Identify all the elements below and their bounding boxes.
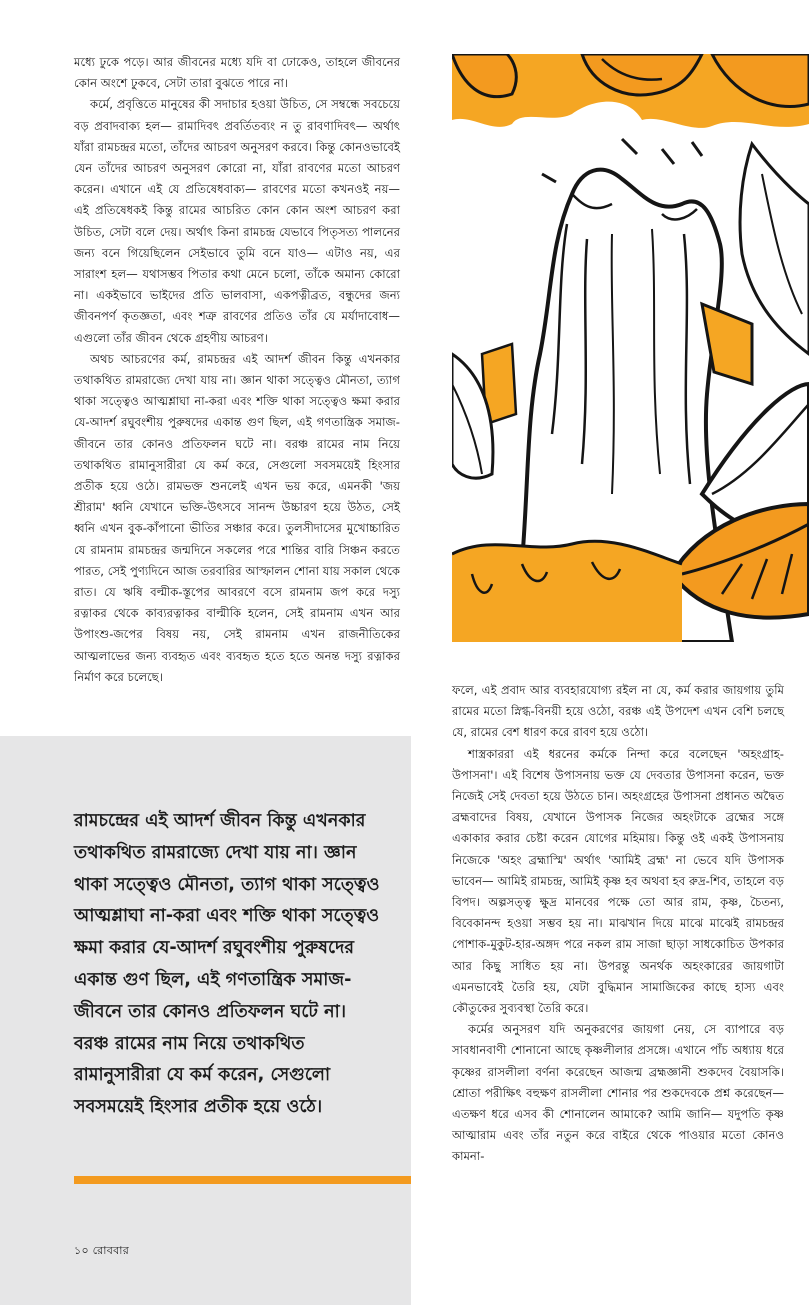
page-folio: ১০ রোববার — [74, 1244, 130, 1257]
tree-illustration — [452, 54, 809, 642]
body-paragraph: মধ্যে ঢুকে পড়ে। আর জীবনের মধ্যে যদি বা ঢোকেও, তাহলে জীবনের কোন অংশে ঢুকবে, সেটা তারা বুঝতে পারে না। — [74, 55, 400, 91]
body-paragraph: শাস্ত্রকাররা এই ধরনের কর্মকে নিন্দা করে বলেছেন 'অহংগ্রাহ-উপাসনা'। এই বিশেষ উপাসনায় ভক্ত যে দেবতার উপাসনা করেন, ভক্ত নিজেই সেই দেবতা হয়ে উঠতে চান। অহংগ্রহের উপাসনা প্রধানত অদ্বৈত ব্রহ্মবাদের বিষয়, যেখানে উপাসক নিজের অহংটাকে ব্রহ্মের সঙ্গে একাকার করার চেষ্টা করেন যোগের মহিমায়। কিন্তু ওই একই উপাসনায় নিজেকে 'অহং ব্রহ্মাস্মি' অর্থাৎ 'আমিই ব্রহ্ম' না ভেবে যদি উপাসক ভাবেন— আমিই রামচন্দ্র, আমিই কৃষ্ণ হব অথবা হব রুদ্র-শিব, তাহলে বড় বিপদ। অল্পসত্ত্ব ক্ষুদ্র মানবের পক্ষে তো আর রাম, কৃষ্ণ, চৈতন্য, বিবেকানন্দ হওয়া সম্ভব হয় না। মাঝখান দিয়ে মাঝে মাঝেই রামচন্দ্রর পোশাক-মুকুট-হার-অঙ্গদ পরে নকল রাম সাজা ছাড়া সাধকোচিত উপকার আর কিছু সাধিত হয় না। উপরন্তু অনর্থক অহংকারের জায়গাটা এমনভাবেই তৈরি হয়, যেটা বুদ্ধিমান সামাজিকের কাছে হাস্য এবং কৌতুকের সুব্যবস্থা তৈরি করে। — [452, 746, 784, 1016]
pull-quote: রামচন্দ্রের এই আদর্শ জীবন কিন্তু এখনকার তথাকথিত রামরাজ্যে দেখা যায় না। জ্ঞান থাকা সত্ত্বেও মৌনতা, ত্যাগ থাকা সত্ত্বেও আত্মশ্লাঘা না-করা এবং শক্তি থাকা সত্ত্বেও ক্ষমা করার যে-আদর্শ রঘুবংশীয় পুরুষদের একান্ত গুণ ছিল, এই গণতান্ত্রিক সমাজ-জীবনে তার কোনও প্রতিফলন ঘটে না। বরঞ্চ রামের নাম নিয়ে তথাকথিত রামানুসারীরা যে কর্ম করেন, সেগুলো সবসময়েই হিংসার প্রতীক হয়ে ওঠে। — [74, 811, 380, 1118]
left-text-column — [74, 52, 400, 688]
body-paragraph: অথচ আচরণের কর্ম, রামচন্দ্রর এই আদর্শ জীবন কিন্তু এখনকার তথাকথিত রামরাজ্যে দেখা যায় না। জ্ঞান থাকা সত্ত্বেও মৌনতা, ত্যাগ থাকা সত্ত্বেও আত্মশ্লাঘা না-করা এবং শক্তি থাকা সত্ত্বেও ক্ষমা করার যে-আদর্শ রঘুবংশীয় পুরুষদের একান্ত গুণ ছিল, এই গণতান্ত্রিক সমাজ-জীবনে তার কোনও প্রতিফলন ঘটে না। বরঞ্চ রামের নাম নিয়ে তথাকথিত রামানুসারীরা যে কর্ম করে, সেগুলো সবসময়েই হিংসার প্রতীক হয়ে ওঠে। রামভক্ত শুনলেই এখন ভয় করে, এমনকী 'জয় শ্রীরাম' ধ্বনি যেখানে ভক্তি-উৎসবে সানন্দ উচ্চারণ হয়ে উঠত, সেই ধ্বনি এখন বুক-কাঁপানো ভীতির সঞ্চার করে। তুলসীদাসের মুখোচ্চারিত যে রামনাম রামচন্দ্রর জন্মদিনে সকলের পরে শান্তির বারি সিঞ্চন করতে পারত, সেই পুণ্যদিনে আজ তরবারির আস্ফালন শোনা যায় সকাল থেকে রাত। যে ঋষি বল্মীক-স্তূপের আবরণে বসে রামনাম জপ করে দস্যু রত্নাকর থেকে কাব্যরত্নাকর বাল্মীকি হলেন, সেই রামনাম এখন আর উপাংশু-জপের বিষয় নয়, সেই রামনাম এখন রাজনীতিকের আত্মলাভের জন্য ব্যবহৃত এবং ব্যবহৃত হতে হতে অনন্ত দস্যু রত্নাকর নির্মাণ করে চলেছে। — [74, 351, 400, 684]
body-paragraph: ফলে, এই প্রবাদ আর ব্যবহারযোগ্য রইল না যে, কর্ম করার জায়গায় তুমি রামের মতো স্নিগ্ধ-বিনয়ী হয়ে ওঠো, বরঞ্চ এই উপদেশ এখন বেশি চলছে যে, রামের বেশ ধারণ করে রাবণ হয়ে ওঠো। — [452, 683, 784, 740]
body-paragraph: কর্মের অনুসরণ যদি অনুকরণের জায়গা নেয়, সে ব্যাপারে বড় সাবধানবাণী শোনানো আছে কৃষ্ণলীলার প্রসঙ্গে। এখানে পাঁচ অধ্যায় ধরে কৃষ্ণের রাসলীলা বর্ণনা করেছেন আজন্ম ব্রহ্মজ্ঞানী শুকদেব বৈয়াসকি। শ্রোতা পরীক্ষিৎ বহুক্ষণ রাসলীলা শোনার পর শুকদেবকে প্রশ্ন করেছেন— এতক্ষণ ধরে এসব কী শোনালেন আমাকে? আমি জানি— যদুপতি কৃষ্ণ আত্মারাম এবং তাঁর নতুন করে বাইরে থেকে পাওয়ার মতো কোনও কামনা- — [452, 1022, 784, 1164]
pull-quote-rule — [74, 1176, 411, 1184]
body-paragraph: কর্মে, প্রবৃত্তিতে মানুষের কী সদাচার হওয়া উচিত, সে সম্বন্ধে সবচেয়ে বড় প্রবাদবাক্য হল— রামাদিবৎ প্রবর্তিতব্যং ন তু রাবণাদিবৎ— অর্থাৎ যাঁরা রামচন্দ্রর মতো, তাঁদের আচরণ অনুসরণ করবে। কিন্তু কোনওভাবেই যেন তাঁদের আচরণ অনুসরণ কোরো না, যাঁরা রাবণের মতো আচরণ করেন। এখানে এই যে প্রতিষেধবাক্য— রাবণের মতো কখনওই নয়— এই প্রতিষেধকই কিন্তু রামের আচরিত কোন কোন অংশ আচরণ করা উচিত, সেটা বলে দেয়। অর্থাৎ কিনা রামচন্দ্র যেভাবে পিতৃসত্য পালনের জন্য বনে গিয়েছিলেন সেইভাবে তুমি বনে যাও— এটাও নয়, এর সারাংশ হল— যথাসম্ভব পিতার কথা মেনে চলো, তাঁকে অমান্য কোরো না। একইভাবে ভাইদের প্রতি ভালবাসা, একপত্নীব্রত, বন্ধুদের জন্য জীবনপর্ণ কৃতজ্ঞতা, এবং শত্রু রাবণের প্রতিও তাঁর যে মর্যাদাবোধ— এগুলো তাঁর জীবন থেকে গ্রহণীয় আচরণ। — [74, 97, 400, 345]
tree-trunk-with-leaves-illustration — [452, 54, 809, 642]
right-text-column — [452, 680, 784, 1168]
